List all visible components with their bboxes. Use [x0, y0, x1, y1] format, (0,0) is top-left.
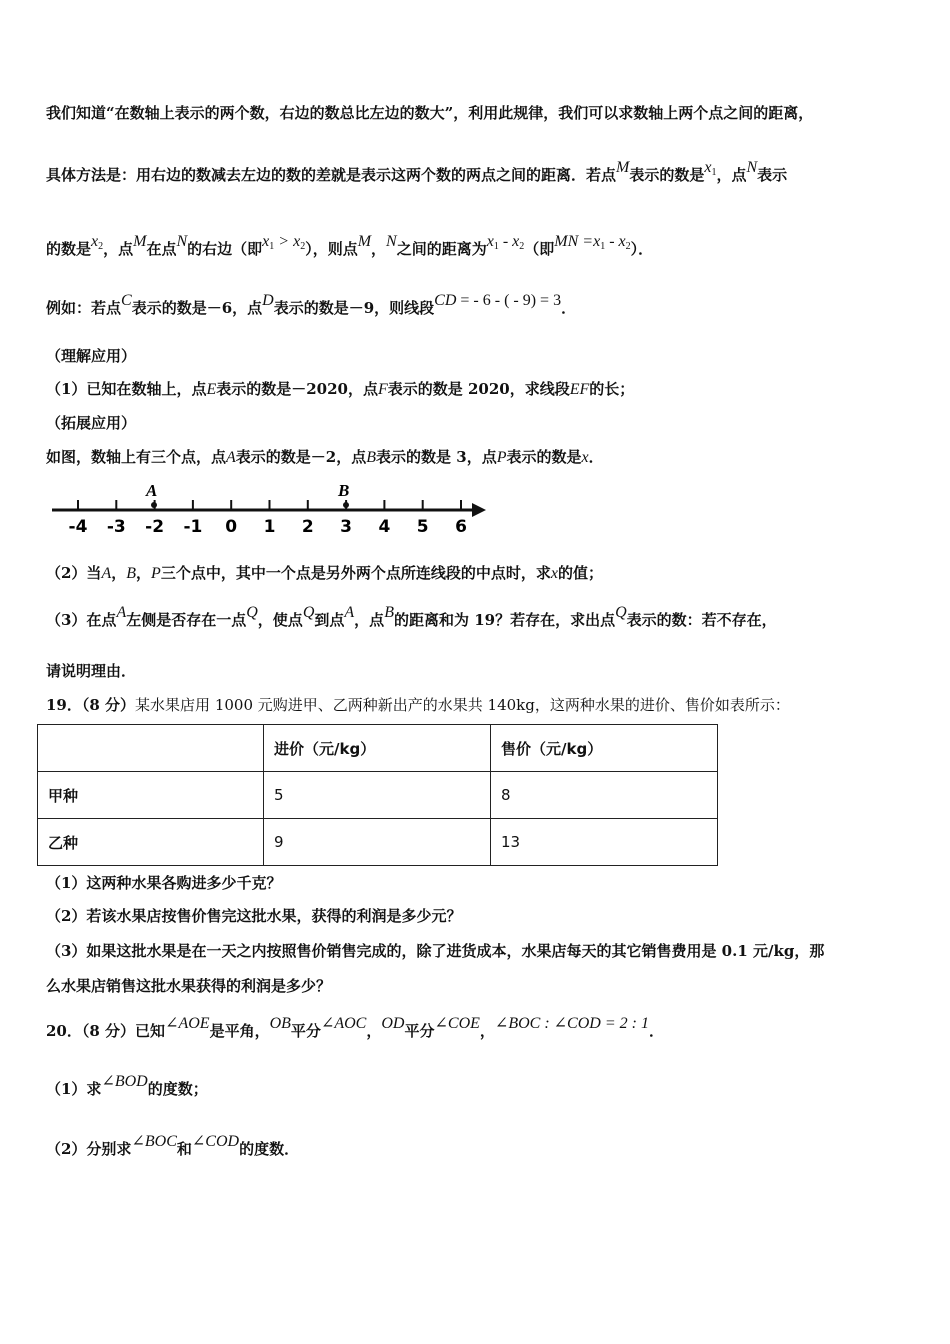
math-A: A [101, 565, 112, 582]
intro-line-3 [46, 233, 654, 260]
text: 已知 [135, 1022, 166, 1040]
var-x: x [618, 233, 626, 250]
table-cell: 13 [491, 819, 718, 866]
tick-group [69, 500, 467, 537]
text: ，使点 [257, 611, 303, 629]
text: 的右边（即 [187, 240, 263, 258]
table-cell: 8 [491, 772, 718, 819]
math-angle-COE: ∠COE [434, 1015, 480, 1032]
q19-part-1: （1）这两种水果各购进多少千克？ [46, 874, 282, 892]
axis-tick-label: 4 [378, 517, 391, 537]
text: 表示的数是－2，点 [235, 448, 367, 466]
minus: - [498, 233, 513, 250]
axis-tick-label: -4 [68, 517, 88, 537]
table-cell: 乙种 [38, 819, 264, 866]
text: 某水果店用 1000 元购进甲、乙两种新出产的水果共 140kg，这两种水果的进价、售价如表所示： [135, 696, 790, 714]
math-MN: MN $=x_1 - x_2$ [554, 233, 631, 252]
math-B: B [126, 565, 137, 582]
text: ． [648, 1022, 664, 1040]
text: 具体方法是：用右边的数减去左边的数的差就是表示这两个数的两点之间的距离．若点 [46, 166, 617, 184]
math-N: N [746, 159, 758, 176]
axis-tick-label: 6 [455, 517, 467, 537]
text: ）． [630, 240, 654, 258]
math-OD: OD [381, 1015, 405, 1032]
math-x1-minus-x2: $x_1 - x_2$ [486, 233, 525, 252]
text: 表示的数：若不存在， [626, 611, 777, 629]
math-E: E [206, 381, 217, 398]
axis-tick-label: 1 [263, 517, 276, 537]
text: （1）已知在数轴上，点 [46, 380, 207, 398]
math-M: M [133, 233, 147, 250]
score: （8 分） [81, 696, 136, 714]
text: ， [111, 564, 127, 582]
text: 表示的数是 [506, 448, 582, 466]
text: ． [561, 299, 577, 317]
math-A: A [116, 604, 127, 621]
axis-tick-label: -1 [183, 517, 203, 537]
point-B-dot [343, 502, 349, 508]
table-row [38, 772, 718, 819]
text: 的度数； [147, 1080, 208, 1098]
text: 如图，数轴上有三个点，点 [46, 448, 227, 466]
math-D: D [262, 292, 274, 309]
gt: > [274, 233, 294, 250]
text: 是平角， [209, 1022, 270, 1040]
math-OB: OB [269, 1015, 291, 1032]
text: ， [479, 1022, 495, 1040]
math-angle-BOC: ∠BOC [131, 1133, 177, 1150]
expand-heading: （拓展应用） [46, 414, 137, 432]
math-Q: Q [302, 604, 315, 621]
intro-line-1: 我们知道“在数轴上表示的两个数，右边的数总比左边的数大”，利用此规律，我们可以求数轴上两个点之间的距离， [46, 104, 814, 122]
axis-arrow [472, 503, 486, 517]
text: 和 [176, 1140, 192, 1158]
text: 平分 [290, 1022, 321, 1040]
var-CD: CD [434, 292, 457, 309]
table-header-row [38, 725, 718, 772]
minus: - [605, 233, 619, 250]
table-header-cell: 进价（元/kg） [264, 725, 491, 772]
var-x: x [512, 233, 520, 250]
intro-line-4 [46, 292, 577, 318]
text: ），则点 [305, 240, 358, 258]
price-table [37, 724, 718, 866]
math-P: P [151, 565, 161, 582]
math-x1-gt-x2: $x_1 > x_2$ [262, 233, 306, 252]
axis-tick-label: 0 [225, 517, 238, 537]
text: 表示 [757, 166, 788, 184]
text: ，点 [103, 240, 134, 258]
q18-part-3-cont: 请说明理由． [46, 662, 137, 680]
math-EF: EF [569, 381, 590, 398]
axis-tick-label: 5 [416, 517, 429, 537]
q19-part-3: （3）如果这批水果是在一天之内按照售价销售完成的，除了进货成本，水果店每天的其它销售费用是 0.1 元/kg，那 [46, 942, 825, 960]
point-A-label: A [146, 481, 158, 500]
text: 表示的数是 [629, 166, 705, 184]
q18-part-2 [46, 562, 603, 583]
var-x: x [91, 233, 99, 250]
text: 的值； [557, 564, 603, 582]
axis-tick-label: 3 [340, 517, 353, 537]
table-cell: 9 [264, 819, 491, 866]
formula: = - 6 - ( - 9) = 3 [456, 292, 562, 309]
axis-tick-label: -3 [106, 517, 126, 537]
math-P: P [496, 449, 507, 466]
math-A: A [226, 449, 236, 466]
math-CD-formula [434, 291, 561, 309]
q19-stem [46, 694, 790, 715]
text: ，点 [716, 166, 747, 184]
point-B-label: B [338, 481, 350, 500]
text: （3）在点 [46, 611, 117, 629]
text: 表示的数是－6，点 [131, 299, 263, 317]
axis-tick-label: 2 [301, 517, 314, 537]
math-B: B [366, 449, 377, 466]
text: （即 [524, 240, 555, 258]
math-angle-COD: ∠COD [191, 1133, 240, 1150]
var-x: x [486, 233, 494, 250]
text: （2）当 [46, 564, 102, 582]
question-number: 20． [46, 1022, 82, 1040]
figure-description [46, 446, 604, 467]
q20-part-1 [46, 1073, 208, 1099]
q19-part-3-cont: 么水果店销售这批水果获得的利润是多少？ [46, 977, 332, 995]
text: 三个点中，其中一个点是另外两个点所连线段的中点时，求 [160, 564, 551, 582]
math-x: x [581, 449, 589, 466]
text: 的距离和为 19？若存在，求出点 [393, 611, 616, 629]
math-angle-AOE: ∠AOE [165, 1015, 210, 1032]
math-B: B [384, 604, 394, 621]
text: 左侧是否存在一点 [126, 611, 247, 629]
text: 在点 [146, 240, 177, 258]
math-x2: $x_2$ [91, 233, 104, 252]
understand-heading: （理解应用） [46, 347, 137, 365]
math-angle-BOD: ∠BOD [101, 1073, 148, 1090]
q19-part-2: （2）若该水果店按售价售完这批水果，获得的利润是多少元？ [46, 907, 462, 925]
text: 表示的数是 2020，求线段 [387, 380, 570, 398]
text: ， [366, 1022, 382, 1040]
var-x: x [262, 233, 270, 250]
table-cell: 5 [264, 772, 491, 819]
text: 的长； [589, 380, 635, 398]
var-MN: MN [554, 233, 579, 250]
var-x: x [593, 233, 601, 250]
math-N: N [386, 233, 397, 250]
math-x1: $x_1$ [704, 159, 717, 178]
question-number: 19． [46, 696, 82, 714]
math-ratio: ∠BOC : ∠COD = 2 : 1 [494, 1015, 649, 1032]
text: （1）求 [46, 1080, 102, 1098]
text: 到点 [314, 611, 345, 629]
table-row [38, 819, 718, 866]
intro-line-2 [46, 159, 788, 186]
text: 表示的数是－2020，点 [216, 380, 378, 398]
math-F: F [377, 381, 388, 398]
math-M: M [616, 159, 630, 176]
text: ． [588, 448, 604, 466]
text: 表示的数是 3，点 [376, 448, 497, 466]
text: 平分 [404, 1022, 435, 1040]
math-C: C [121, 292, 132, 309]
text: （2）分别求 [46, 1140, 132, 1158]
axis-tick-label: -2 [145, 517, 165, 537]
math-Q: Q [615, 604, 627, 621]
text: 的度数． [239, 1140, 300, 1158]
q18-part-1 [46, 378, 634, 399]
q20-stem [46, 1015, 664, 1041]
math-M: M [357, 233, 372, 250]
var-x: x [293, 233, 301, 250]
table-header-cell [38, 725, 264, 772]
text: ，点 [354, 611, 385, 629]
var-x: x [704, 159, 712, 176]
text: 表示的数是－9，则线段 [273, 299, 435, 317]
table-cell: 甲种 [38, 772, 264, 819]
number-line-figure [40, 478, 500, 538]
table-header-cell: 售价（元/kg） [491, 725, 718, 772]
text: 的数是 [46, 240, 92, 258]
math-A: A [344, 604, 355, 621]
math-N: N [176, 233, 188, 250]
point-A-dot [151, 502, 157, 508]
q20-part-2 [46, 1133, 300, 1159]
text: 例如：若点 [46, 299, 122, 317]
text: 之间的距离为 [396, 240, 487, 258]
q18-part-3 [46, 604, 777, 630]
math-angle-AOC: ∠AOC [320, 1015, 367, 1032]
math-x: x [550, 565, 558, 582]
text: ， [371, 240, 387, 258]
eq: = [578, 233, 594, 250]
math-Q: Q [246, 604, 258, 621]
score: （8 分） [81, 1022, 136, 1040]
text: ， [136, 564, 152, 582]
